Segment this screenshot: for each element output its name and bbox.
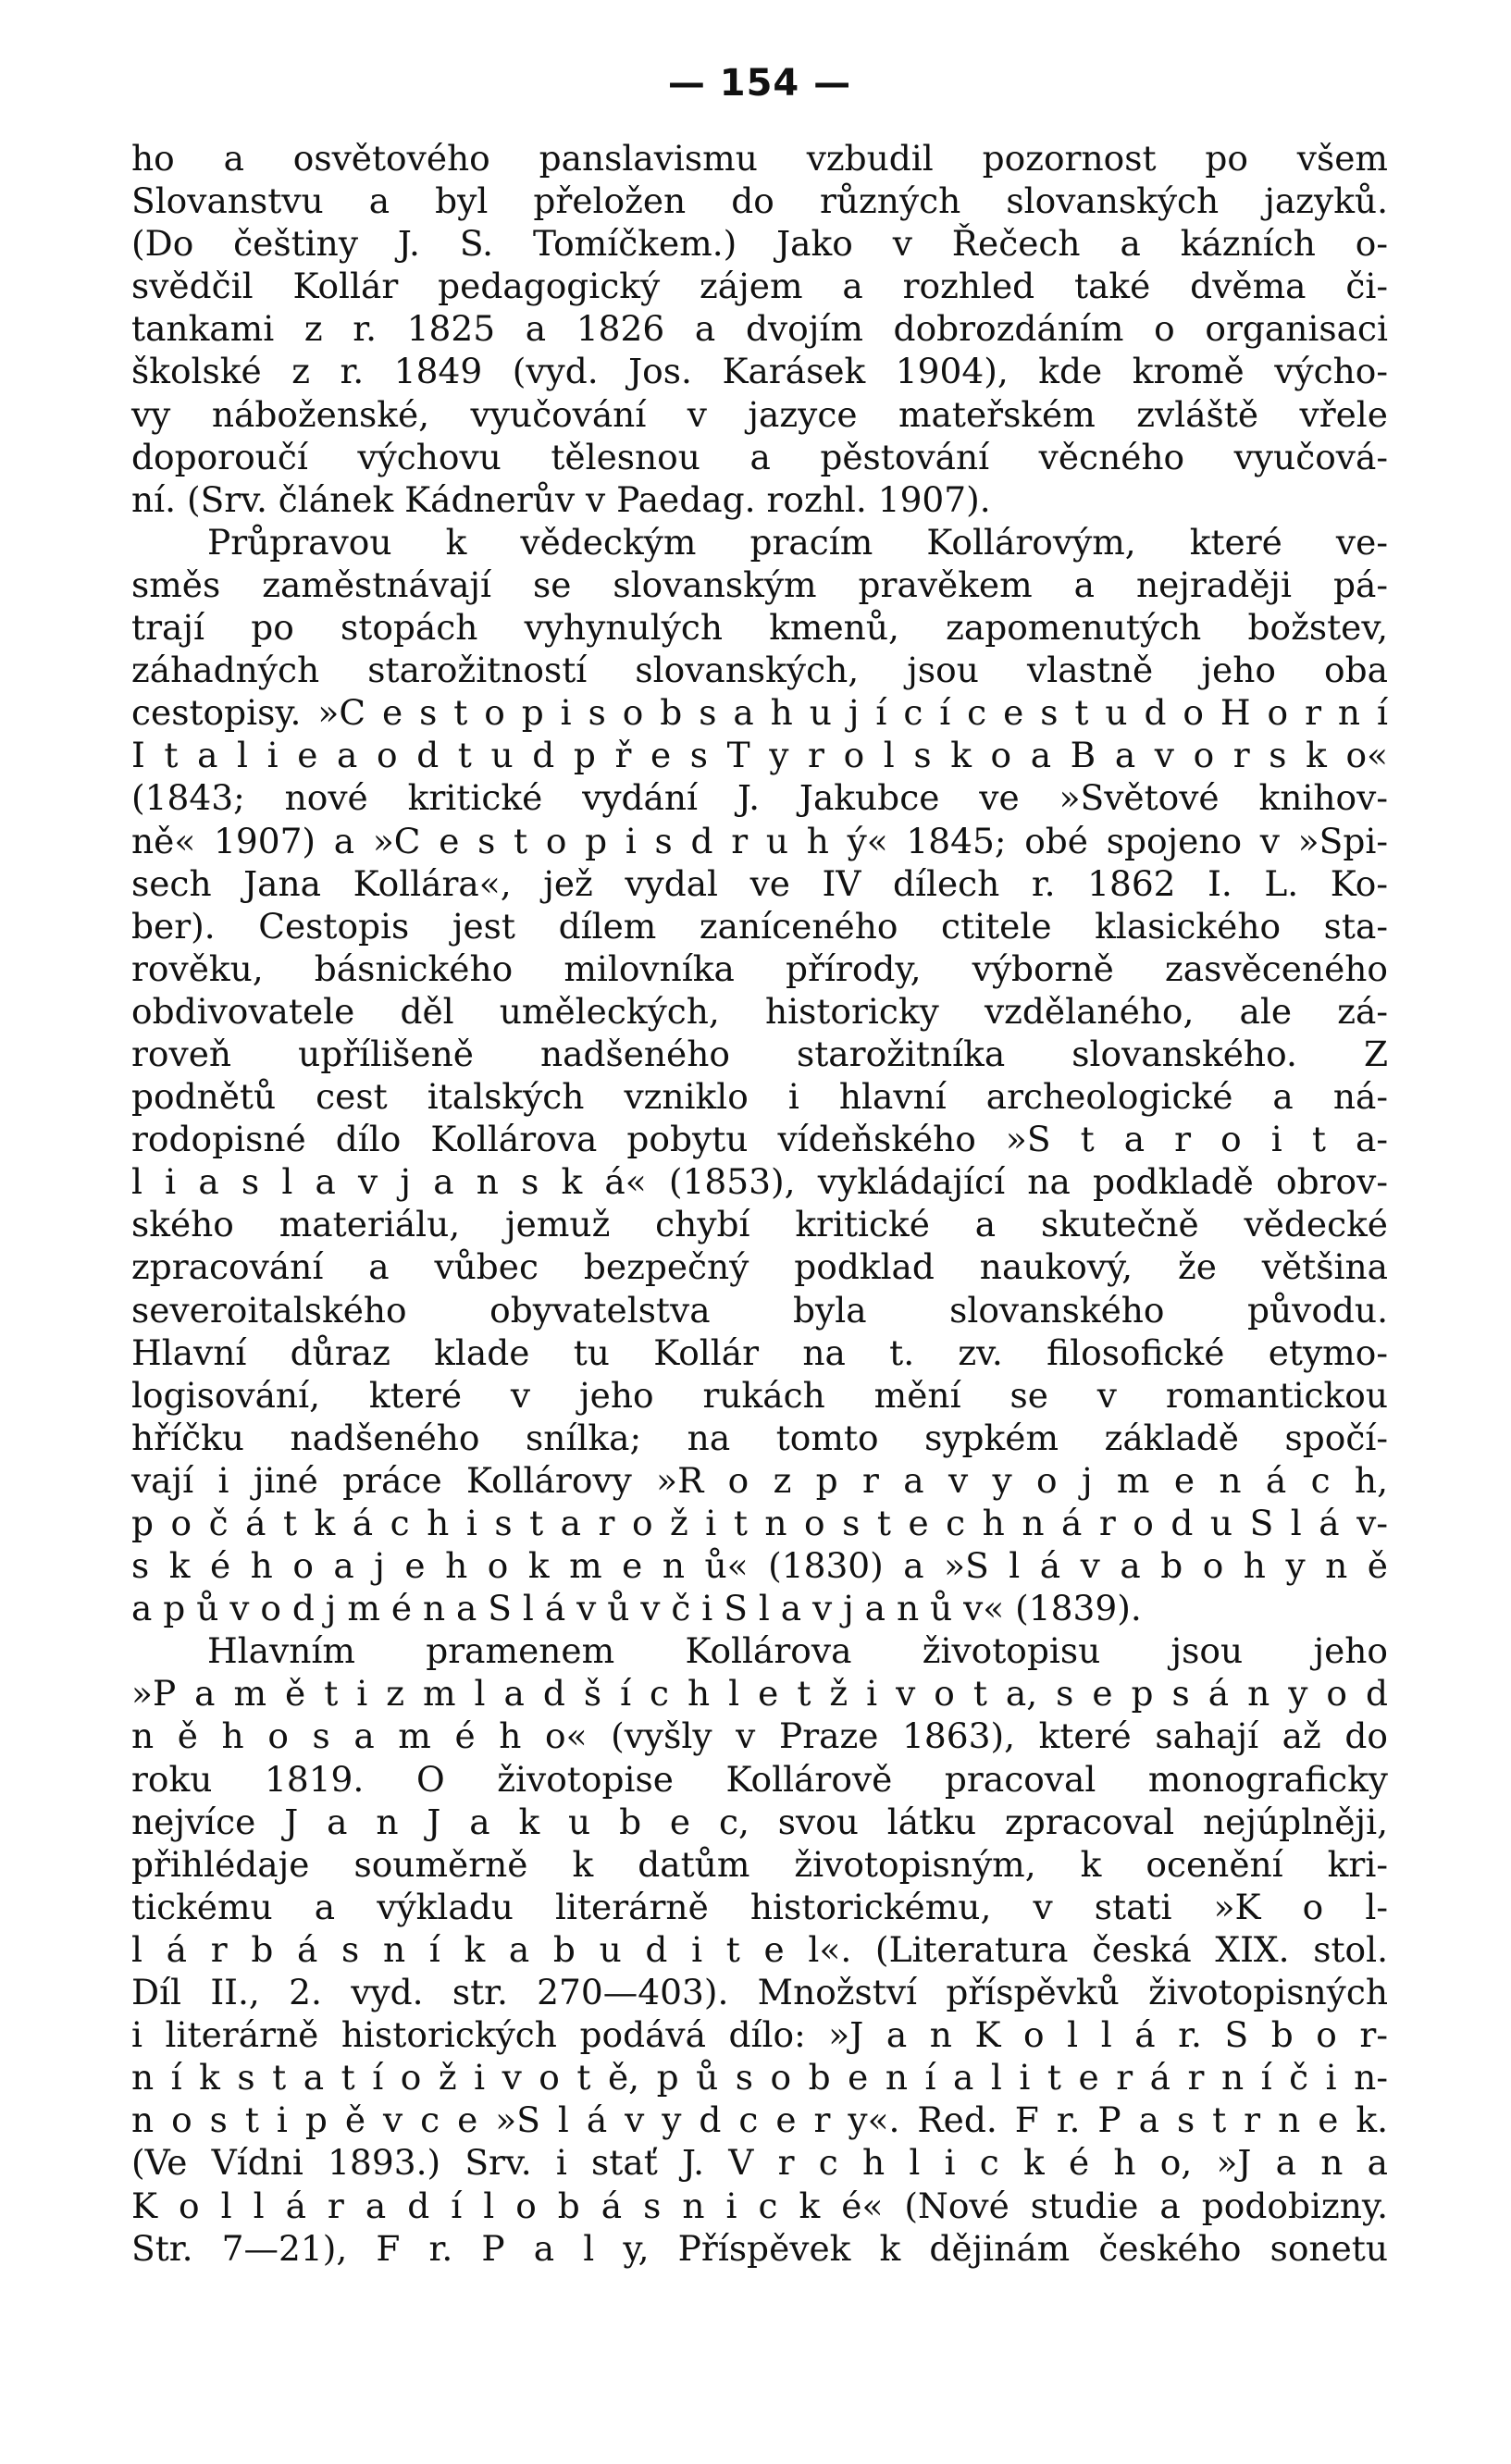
text-line: i literárně historických podává dílo: »J a n K o l l á r. S b o r- [131, 2014, 1388, 2056]
text-line: cestopisy. »C e s t o p i s o b s a h u j í c í c e s t u d o H o r n í [131, 692, 1388, 734]
text-line: školské z r. 1849 (vyd. Jos. Karásek 1904), kde kromě výcho- [131, 351, 1388, 392]
text-line: vy náboženské, vyučování v jazyce mateřském zvláště vřele [131, 393, 1388, 435]
text-line: hříčku nadšeného snílka; na tomto sypkém základě spočí- [131, 1417, 1388, 1458]
text-line: Hlavním pramenem Kollárova životopisu jsou jeho [207, 1630, 1388, 1672]
text-line: (Do češtiny J. S. Tomíčkem.) Jako v Řečech a kázních o- [131, 223, 1388, 265]
text-line: severoitalského obyvatelstva byla slovanského původu. [131, 1289, 1388, 1331]
text-line: roveň upřílišeně nadšeného starožitníka slovanského. Z [131, 1033, 1388, 1074]
text-line: ského materiálu, jemuž chybí kritické a skutečně vědecké [131, 1204, 1388, 1245]
text-line: Slovanstvu a byl přeložen do různých slovanských jazyků. [131, 180, 1388, 222]
body-text [131, 137, 1388, 2270]
text-line: p o č á t k á c h i s t a r o ž i t n o s t e c h n á r o d u S l á v- [131, 1503, 1388, 1543]
text-line: směs zaměstnávají se slovanským pravěkem a nejraději pá- [131, 563, 1388, 605]
text-line: »P a m ě t i z m l a d š í c h l e t ž i v o t a, s e p s á n y o d [131, 1673, 1388, 1715]
text-line: K o l l á r a d í l o b á s n i c k é« (Nové studie a podobizny. [131, 2185, 1388, 2226]
text-line: obdivovatele děl uměleckých, historicky vzdělaného, ale zá- [131, 990, 1388, 1032]
text-line: ní. (Srv. článek Kádnerův v Paedag. rozhl. 1907). [131, 478, 991, 520]
text-line: a p ů v o d j m é n a S l á v ů v č i S l a v j a n ů v« (1839). [131, 1588, 1142, 1629]
text-line: zpracování a vůbec bezpečný podklad naukový, že většina [131, 1246, 1388, 1288]
text-line: ho a osvětového panslavismu vzbudil pozornost po všem [131, 138, 1388, 179]
text-line: svědčil Kollár pedagogický zájem a rozhled také dvěma či- [131, 266, 1388, 307]
text-line: doporoučí výchovu tělesnou a pěstování věcného vyučová- [131, 436, 1388, 477]
text-line: I t a l i e a o d t u d p ř e s T y r o l s k o a B a v o r s k o« [131, 735, 1388, 776]
text-line: n o s t i p ě v c e »S l á v y d c e r y«. Red. F r. P a s t r n e k. [131, 2099, 1388, 2141]
page-number: — 154 — [667, 62, 852, 105]
text-line: Průpravou k vědeckým pracím Kollárovým, které ve- [207, 521, 1388, 563]
text-line: podnětů cest italských vzniklo i hlavní archeologické a ná- [131, 1076, 1388, 1118]
text-line: trají po stopách vyhynulých kmenů, zapomenutých božstev, [131, 607, 1388, 649]
text-line: n ě h o s a m é h o« (vyšly v Praze 1863), které sahají až do [131, 1715, 1388, 1757]
text-line: s k é h o a j e h o k m e n ů« (1830) a »S l á v a b o h y n ě [131, 1545, 1388, 1587]
text-line: l á r b á s n í k a b u d i t e l«. (Literatura česká XIX. stol. [131, 1928, 1388, 1970]
text-line: vají i jiné práce Kollárovy »R o z p r a v y o j m e n á c h, [131, 1459, 1388, 1501]
text-line: nejvíce J a n J a k u b e c, svou látku zpracoval nejúplněji, [131, 1801, 1388, 1842]
text-line: logisování, které v jeho rukách mění se v romantickou [131, 1374, 1388, 1416]
text-line: Hlavní důraz klade tu Kollár na t. zv. filosofické etymo- [131, 1331, 1388, 1373]
book-page [131, 57, 1388, 2270]
text-line: tickému a výkladu literárně historickému, v stati »K o l- [131, 1886, 1388, 1927]
text-line: (1843; nové kritické vydání J. Jakubce ve »Světové knihov- [131, 777, 1388, 819]
text-line: (Ve Vídni 1893.) Srv. i stať J. V r c h l i c k é h o, »J a n a [131, 2142, 1388, 2184]
text-line: záhadných starožitností slovanských, jsou vlastně jeho oba [131, 650, 1388, 691]
text-line: ber). Cestopis jest dílem zaníceného ctitele klasického sta- [131, 905, 1388, 947]
text-line: Str. 7—21), F r. P a l y, Příspěvek k dějinám českého sonetu [131, 2227, 1388, 2269]
text-line: ně« 1907) a »C e s t o p i s d r u h ý« 1845; obé spojeno v »Spi- [131, 820, 1388, 861]
text-line: rověku, básnického milovníka přírody, výborně zasvěceného [131, 947, 1388, 989]
text-line: přihlédaje souměrně k datům životopisným, k ocenění kri- [131, 1843, 1388, 1885]
text-line: rodopisné dílo Kollárova pobytu vídeňského »S t a r o i t a- [131, 1119, 1388, 1160]
text-line: Díl II., 2. vyd. str. 270—403). Množství příspěvků životopisných [131, 1972, 1388, 2013]
text-line: l i a s l a v j a n s k á« (1853), vykládající na podkladě obrov- [131, 1161, 1388, 1203]
text-line: roku 1819. O životopise Kollárově pracoval monograficky [131, 1758, 1388, 1800]
text-line: n í k s t a t í o ž i v o t ě, p ů s o b e n í a l i t e r á r n í č i n- [131, 2057, 1388, 2099]
text-line: tankami z r. 1825 a 1826 a dvojím dobrozdáním o organisaci [131, 308, 1388, 350]
text-line: sech Jana Kollára«, jež vydal ve IV dílech r. 1862 I. L. Ko- [131, 862, 1388, 904]
